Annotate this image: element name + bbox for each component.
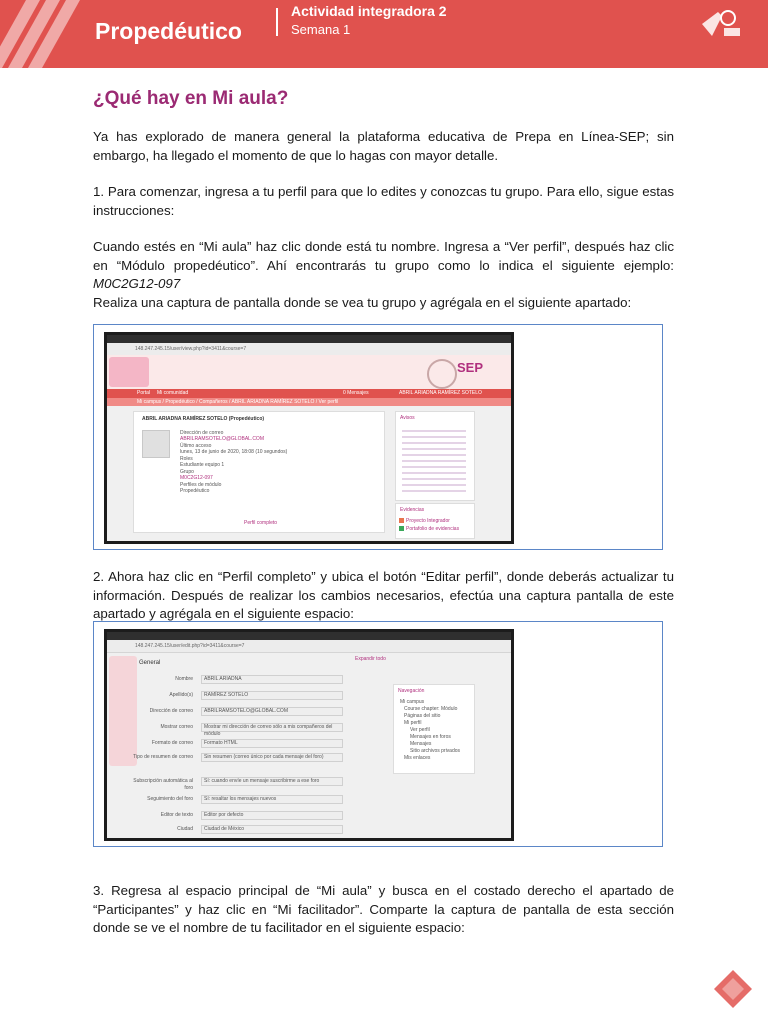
step2-block bbox=[93, 568, 674, 624]
step3-paragraph: 3. Regresa al espacio principal de “Mi aula” y busca en el costado derecho el apartado de “Participantes” y haz clic en “Mi facilitador”. Comparte la captura de pantalla de esta sección donde se ve el nombre de tu facilitador en el siguiente espacio: bbox=[93, 883, 674, 935]
capture-frame-2[interactable] bbox=[93, 621, 663, 847]
profile-panel: ABRIL ARIADNA RAMÍREZ SOTELO (Propedéutico) Dirección de correo ABRILRAMSOTELO@GLOBAL.COM Último acceso lunes, 13 de junio de 2020, 18:08 (10 segundos) Roles Estudiante equipo 1 Grupo M0C2G12-097 Perfiles de módulo Propedéutico Perfil completo bbox=[133, 411, 385, 533]
step1-paragraph: 1. Para comenzar, ingresa a tu perfil para que lo edites y conozcas tu grupo. Para ello, sigue estas instrucciones: bbox=[93, 184, 674, 218]
header-divider bbox=[276, 8, 278, 36]
intro-paragraph: Ya has explorado de manera general la plataforma educativa de Prepa en Línea-SEP; sin embargo, ha llegado el momento de que lo hagas con mayor detalle. bbox=[93, 129, 674, 163]
step1-detail-text: Cuando estés en “Mi aula” haz clic donde está tu nombre. Ingresa a “Ver perfil”, después haz clic en “Módulo propedéutico”. Ahí encontrarás tu grupo como lo indica el siguiente ejemplo: bbox=[93, 239, 674, 273]
sep-logo-text: SEP bbox=[457, 360, 484, 375]
navigation-panel: Navegación Mi campus Course chapter: Módulo Páginas del sitio Mi perfil Ver perfil Mensajes en foros Mensajes Sitio archivos privados Mis enlaces bbox=[393, 684, 475, 774]
platform-breadcrumb: Mi campus / Propedéutico / Compañeros / ABRIL ARIADNA RAMÍREZ SOTELO / Ver perfil bbox=[107, 398, 511, 406]
edit-profile-screenshot: 148.247.245.15/user/edit.php?id=3411&course=7 Expandir todo General Nombre ABRIL ARIADNA Apellido(s) RAMÍREZ SOTELO Dirección de correo ABRILRAMSOTELO@GLOBAL.COM Mostrar correo Mostrar mi dirección de correo sólo a mis compañeros del módulo Formato de correo Formato HTML Tipo de resumen de correo Sin resumen (correo único por cada mensaje del foro) Subscripción automática al foro Sí: cuando envíe un mensaje suscribirme a ese foro Seguimiento del foro Sí: resaltar los mensajes nuevos Editor de texto Editor por defecto Ciudad Ciudad de México Navegación Mi campus Course chapter: Módulo Páginas del sitio Mi perfil Ver perfil Mensajes en foros Mensajes Sitio archivos privados Mis enlaces bbox=[104, 629, 514, 841]
decorative-stripes bbox=[0, 0, 90, 68]
events-panel: Avisos bbox=[395, 411, 475, 501]
step2-paragraph: 2. Ahora haz clic en “Perfil completo” y ubica el botón “Editar perfil”, donde deberás actualizar tu información. Después de realizar los cambios necesarios, efectúa una captura pantalla de este apartado y agrégala en el siguiente espacio: bbox=[93, 569, 674, 621]
step3-block bbox=[93, 882, 674, 938]
document-body bbox=[93, 88, 674, 312]
brand-title: Propedéutico bbox=[95, 18, 242, 44]
browser-tabbar bbox=[107, 335, 511, 343]
activity-week: Semana 1 bbox=[291, 22, 351, 37]
platform-nav: Portal Mi comunidad 0 Mensajes ABRIL ARIADNA RAMÍREZ SOTELO bbox=[107, 389, 511, 398]
platform-banner bbox=[107, 355, 511, 389]
evidence-panel: Evidencias Proyecto Integrador Portafolio de evidencias bbox=[395, 503, 475, 539]
browser-address-bar: 148.247.245.15/user/view.php?id=3411&course=7 bbox=[107, 343, 511, 356]
step1-detail-paragraph bbox=[93, 238, 674, 294]
prepa-logo-icon bbox=[698, 6, 744, 42]
capture-frame-1[interactable] bbox=[93, 324, 663, 550]
group-code: M0C2G12-097 bbox=[93, 276, 181, 291]
activity-title: Actividad integradora 2 bbox=[291, 3, 447, 19]
page-header bbox=[0, 0, 768, 68]
profile-screenshot bbox=[104, 332, 514, 544]
decorative-diamond-icon bbox=[712, 968, 754, 1010]
browser-tabbar bbox=[107, 632, 511, 640]
browser-address-bar: 148.247.245.15/user/edit.php?id=3411&course=7 bbox=[107, 640, 511, 653]
section-heading: ¿Qué hay en Mi aula? bbox=[93, 88, 289, 109]
step1-capture-instruction: Realiza una captura de pantalla donde se vea tu grupo y agrégala en el siguiente apartado: bbox=[93, 294, 632, 310]
